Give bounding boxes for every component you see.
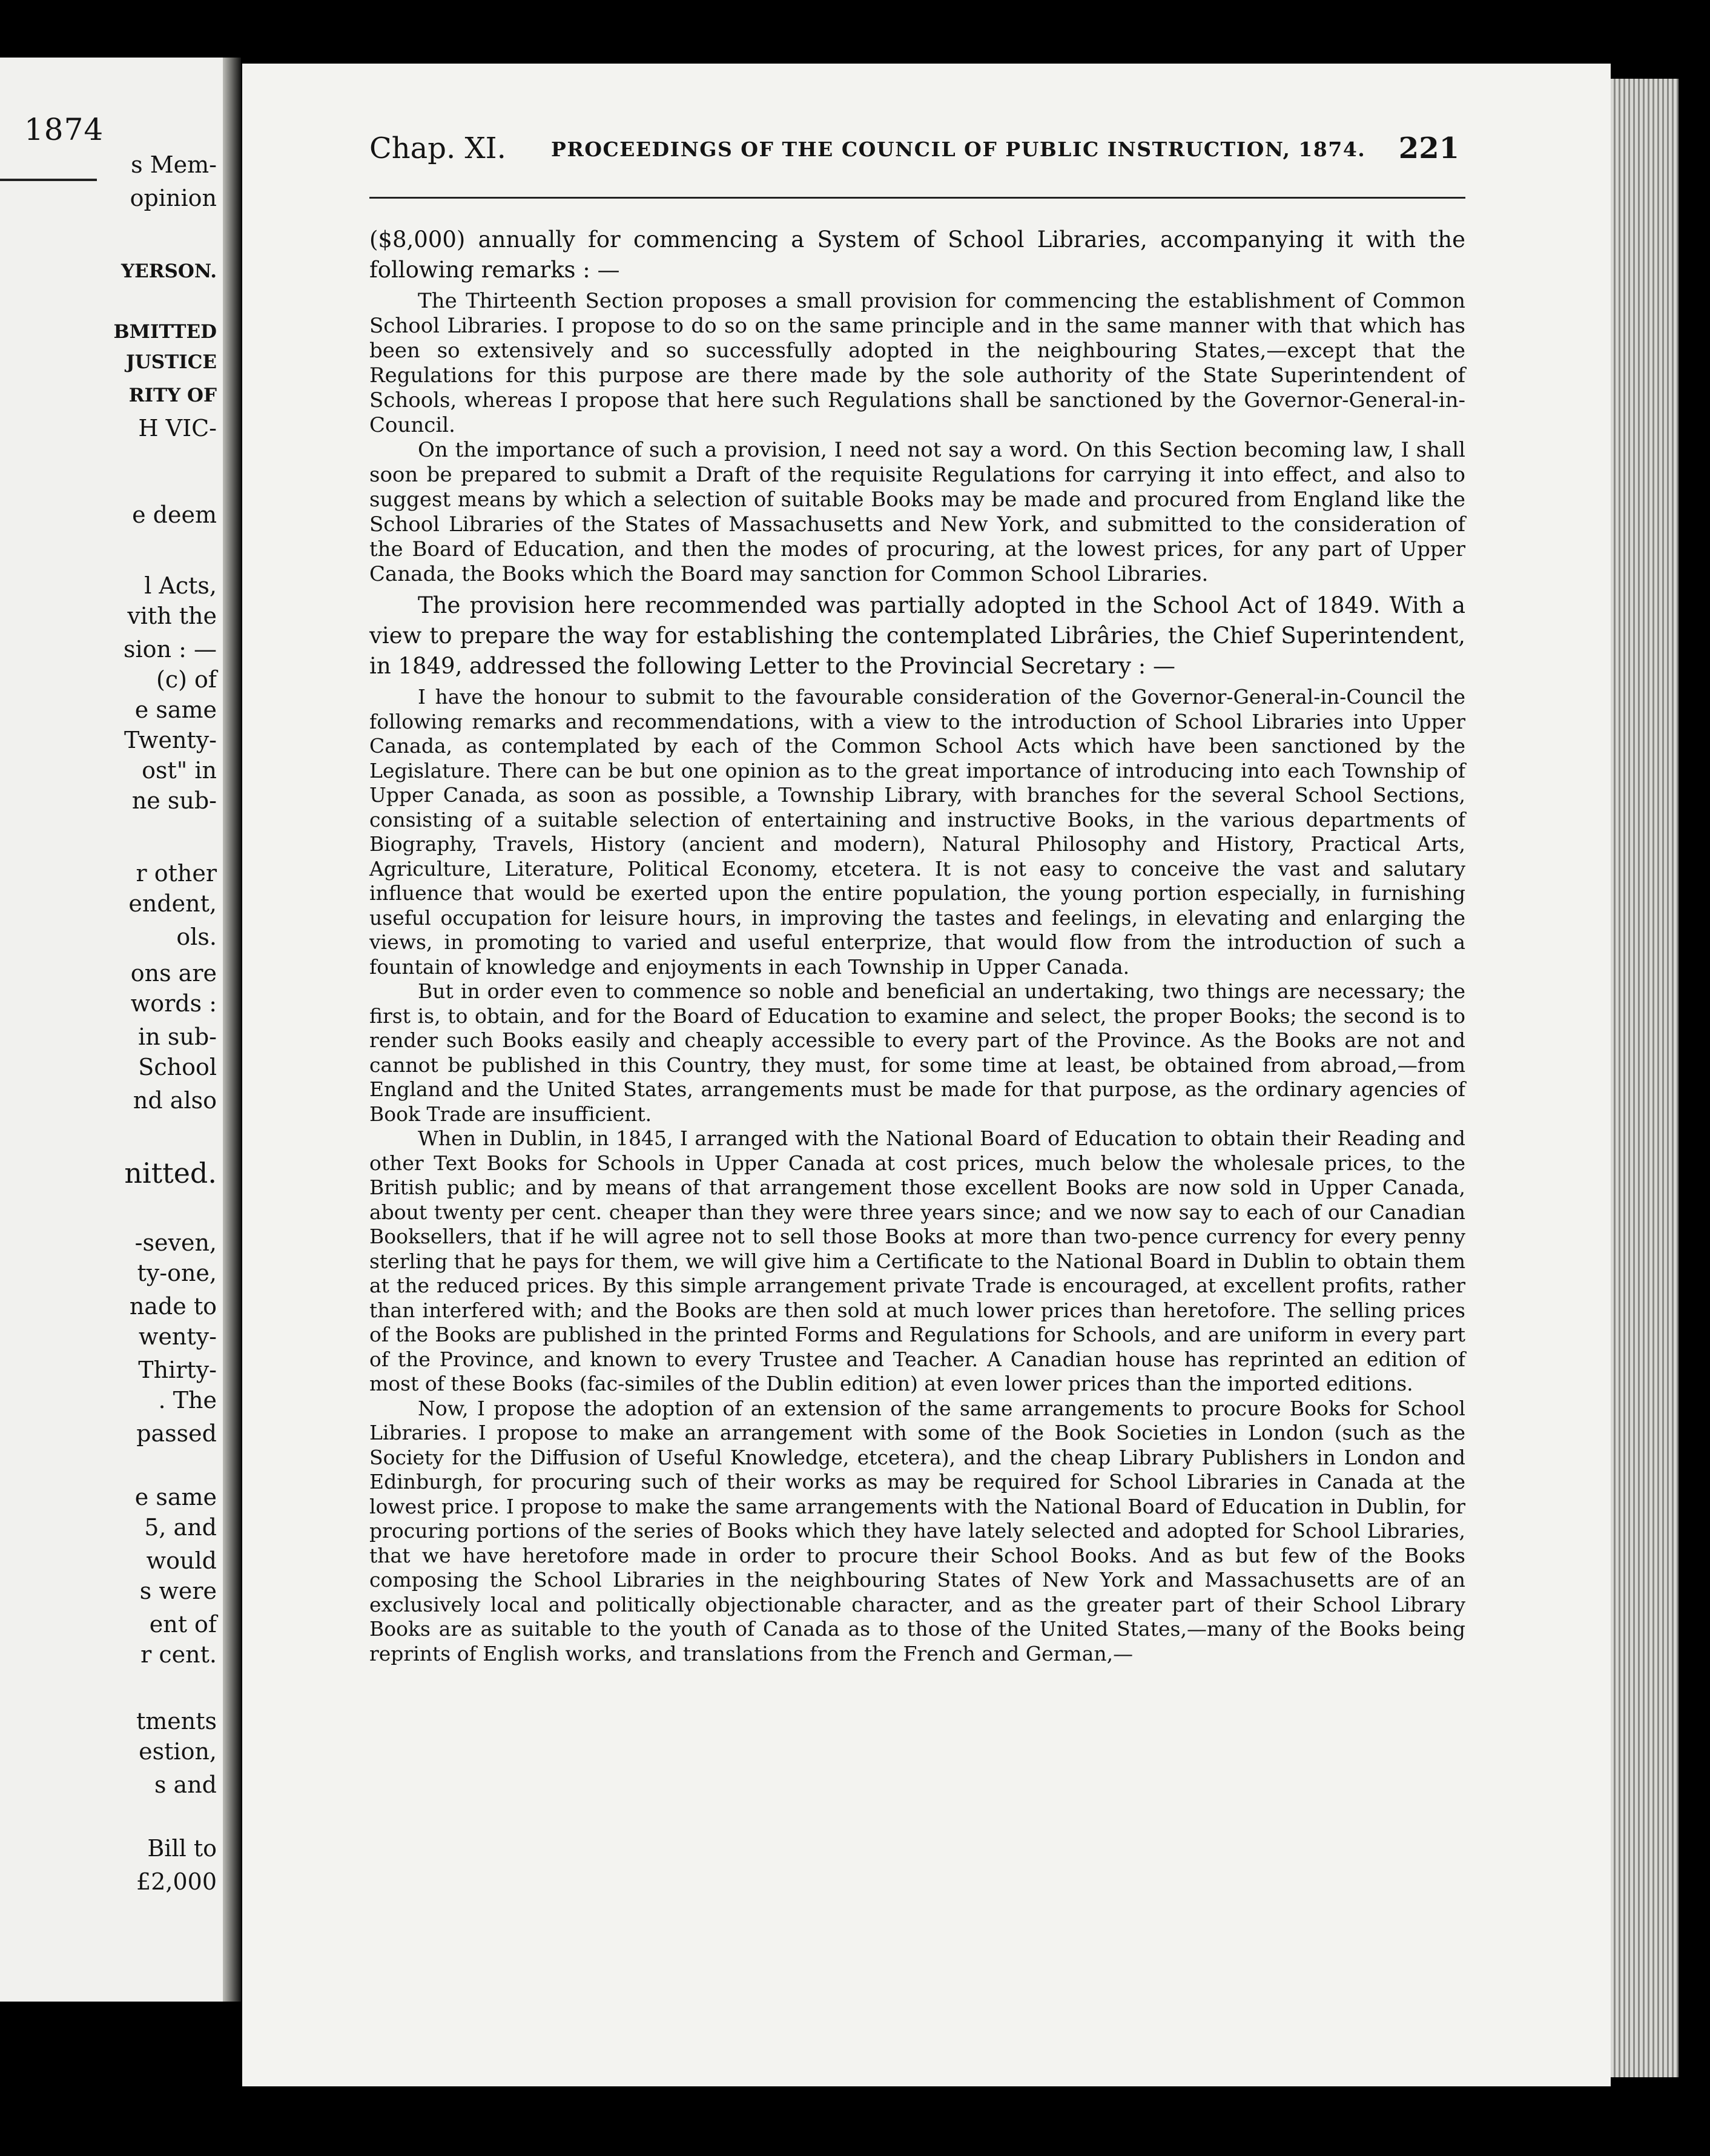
previous-page-fragment [0, 58, 223, 2002]
running-head [369, 131, 1459, 180]
letter-paragraph-order: But in order even to commence so noble and beneficial an undertaking, two things are necessary; the first is, to obtain, and for the Board of Education to examine and select, the proper Books; the second is to render such Books easily and cheaply accessible to every part of the Province. As the Books are not and cannot be published in this Country, they must, for some time at least, be obtained from abroad,—from England and the United States, arrangements must be made for that purpose, as the ordinary agencies of Book Trade are insufficient. [369, 979, 1465, 1126]
previous-page-line: nd also [133, 1087, 217, 1114]
previous-page-line: ons are [130, 960, 217, 987]
previous-page-line: words : [130, 990, 217, 1017]
previous-page-line: s Mem- [131, 151, 217, 178]
previous-page-line: . The [158, 1387, 217, 1414]
previous-page-line: e same [134, 696, 217, 723]
paragraph-continued: ($8,000) annually for commencing a System of School Libraries, accompanying it with the following remarks : — [369, 227, 1465, 283]
paragraph-importance: On the importance of such a provision, I need not say a word. On this Section becoming law, I shall soon be prepared to submit a Draft of the requisite Regulations for carrying it into effect, and also to suggest means by which a selection of suitable Books may be made and procured from England like the School Libraries of the States of Massachusetts and New York, and submitted to the consideration of the Board of Education, and then the modes of procuring, at the lowest prices, for any part of Upper Canada, the Books which the Board may sanction for Common School Libraries. [369, 438, 1465, 586]
previous-page-line: YERSON. [120, 260, 217, 282]
header-rule [369, 197, 1465, 199]
previous-page-line: £2,000 [136, 1868, 217, 1895]
previous-page-line: nitted. [124, 1157, 217, 1189]
paragraph-provision: The provision here recommended was partially adopted in the School Act of 1849. With a view to prepare the way for establishing the contemplated Librâries, the Chief Superintendent, in 1849, addressed the following Letter to the Provincial Secretary : — [369, 592, 1465, 679]
previous-page-line: r cent. [140, 1641, 217, 1668]
page-number: 221 [1398, 131, 1459, 165]
book-gutter [223, 58, 241, 2002]
previous-page-line: r other [136, 860, 217, 887]
previous-page-line: vith the [127, 603, 217, 629]
previous-page-line: s were [139, 1578, 217, 1604]
previous-page-line: s and [154, 1771, 217, 1798]
previous-page-line: Twenty- [124, 727, 217, 753]
previous-page-line: endent, [128, 890, 217, 917]
previous-page-year: 1874 [24, 112, 104, 147]
previous-page-line: BMITTED [113, 321, 217, 343]
previous-page-line: opinion [130, 185, 217, 211]
page [242, 64, 1611, 2086]
previous-page-line: 5, and [144, 1514, 217, 1541]
previous-page-line: Bill to [147, 1835, 217, 1862]
previous-page-line: (c) of [156, 666, 217, 693]
previous-page-line: would [146, 1547, 217, 1574]
previous-page-line: H VIC- [138, 415, 217, 441]
previous-page-line: wenty- [138, 1323, 217, 1350]
previous-page-line: e same [134, 1484, 217, 1510]
previous-page-line: e deem [132, 501, 217, 528]
previous-page-line: estion, [139, 1738, 217, 1765]
running-title: PROCEEDINGS OF THE COUNCIL OF PUBLIC INSTRUCTION, 1874. [551, 137, 1366, 161]
previous-page-rule [0, 179, 97, 181]
previous-page-line: -seven, [134, 1229, 217, 1256]
previous-page-line: nade to [129, 1293, 217, 1320]
previous-page-line: tments [136, 1708, 217, 1734]
letter-paragraph-honour: I have the honour to submit to the favourable consideration of the Governor-General-in-Council the following remarks and recommendations, with a view to the introduction of School Libraries into Upper Canada, as contemplated by each of the Common School Acts which have been sanctioned by the Legislature. There can be but one opinion as to the great importance of introducing into each Township of Upper Canada, as soon as possible, a Township Library, with branches for the several School Sections, consisting of a suitable selection of entertaining and instructive Books, in the various departments of Biography, Travels, History (ancient and modern), Natural Philosophy and History, Practical Arts, Agriculture, Literature, Political Economy, etcetera. It is not easy to conceive the vast and salutary influence that would be exerted upon the entire population, the young portion especially, in furnishing useful occupation for leisure hours, in improving the tastes and feelings, in elevating and enlarging the views, in promoting to varied and useful enterprize, that would flow from the introduction of such a fountain of knowledge and enjoyments in each Township in Upper Canada. [369, 685, 1465, 979]
previous-page-line: ne sub- [131, 787, 217, 814]
previous-page-line: passed [136, 1420, 217, 1447]
previous-page-line: Thirty- [138, 1357, 217, 1383]
chapter-label: Chap. XI. [369, 131, 506, 165]
previous-page-line: ols. [176, 924, 217, 950]
previous-page-line: in sub- [138, 1023, 217, 1050]
page-edges [1611, 79, 1679, 2077]
previous-page-line: ty-one, [137, 1260, 217, 1286]
previous-page-line: School [138, 1054, 217, 1080]
page-body [369, 221, 1465, 1666]
previous-page-line: sion : — [124, 636, 217, 663]
previous-page-line: ent of [149, 1611, 217, 1638]
previous-page-line: JUSTICE [126, 351, 217, 373]
paragraph-thirteenth-section: The Thirteenth Section proposes a small provision for commencing the establishment of Common School Libraries. I propose to do so on the same principle and in the same manner with that which has been so extensively and so successfully adopted in the neighbouring States,—except that the Regulations for this purpose are there made by the sole authority of the State Superintendent of Schools, whereas I propose that here such Regulations shall be sanctioned by the Governor-General-in-Council. [369, 289, 1465, 437]
letter-paragraph-propose: Now, I propose the adoption of an extension of the same arrangements to procure Books for School Libraries. I propose to make an arrangement with some of the Book Societies in London (such as the Society for the Diffusion of Useful Knowledge, etcetera), and the cheap Library Publishers in London and Edinburgh, for procuring such of their works as may be required for School Libraries in Canada at the lowest price. I propose to make the same arrangements with the National Board of Education in Dublin, for procuring portions of the series of Books which they have lately selected and adopted for School Libraries, that we have heretofore made in order to procure their School Books. And as but few of the Books composing the School Libraries in the neighbouring States of New York and Massachusetts are of an exclusively local and politically objectionable character, and as the greater part of their School Library Books are as suitable to the youth of Canada as to those of the United States,—many of the Books being reprints of English works, and translations from the French and German,— [369, 1396, 1465, 1665]
previous-page-line: l Acts, [144, 572, 217, 599]
letter-paragraph-dublin: When in Dublin, in 1845, I arranged with the National Board of Education to obtain their Reading and other Text Books for Schools in Upper Canada at cost prices, much below the wholesale prices, to the British public; and by means of that arrangement those excellent Books are now sold in Upper Canada, about twenty per cent. cheaper than they were three years since; and we now say to each of our Canadian Booksellers, that if he will agree not to sell those Books at more than two-pence currency for every penny sterling that he pays for them, we will give him a Certificate to the National Board in Dublin to obtain them at the reduced prices. By this simple arrangement private Trade is encouraged, at excellent profits, rather than interfered with; and the Books are then sold at much lower prices than heretofore. The selling prices of the Books are published in the printed Forms and Regulations for Schools, and are uniform in every part of the Province, and known to every Trustee and Teacher. A Canadian house has reprinted an edition of most of these Books (fac-similes of the Dublin edition) at even lower prices than the imported editions. [369, 1126, 1465, 1395]
previous-page-line: RITY OF [128, 385, 217, 406]
previous-page-line: ost" in [142, 757, 217, 784]
